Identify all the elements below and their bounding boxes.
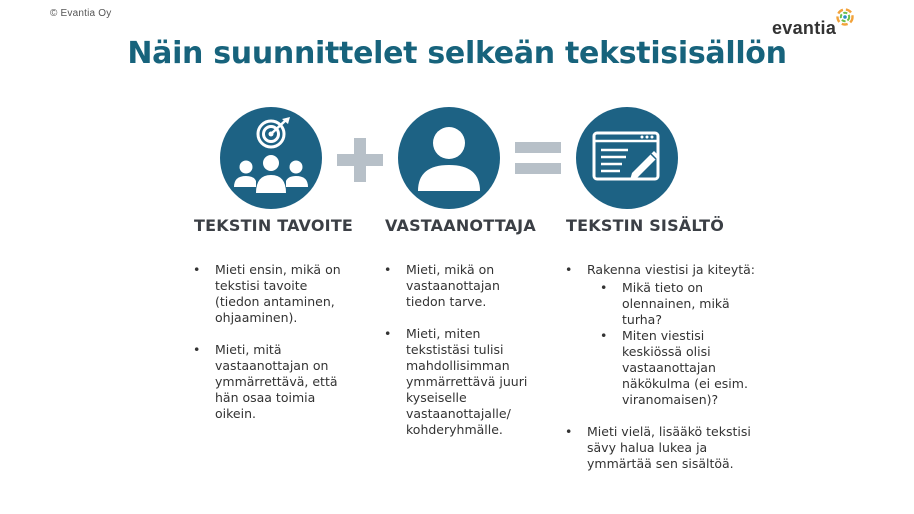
copyright: © Evantia Oy bbox=[50, 8, 112, 19]
recipient-circle bbox=[398, 107, 500, 209]
sub-list-item: • Mikä tieto on olennainen, mikä turha? bbox=[587, 280, 760, 328]
goal-circle bbox=[220, 107, 322, 209]
list-item: • Mieti, miten tekstistäsi tulisi mahdollisimman ymmärrettävä juuri kyseiselle vastaanottajalle/ kohderyhmälle. bbox=[384, 326, 534, 438]
equals-icon bbox=[515, 138, 561, 178]
sub-list-item: • Miten viestisi keskiössä olisi vastaanottajan näkökulma (ei esim. viranomaisen)? bbox=[587, 328, 760, 408]
list-item-text: Rakenna viestisi ja kiteytä: bbox=[587, 262, 756, 277]
sub-list bbox=[587, 280, 760, 408]
target-group-icon bbox=[220, 107, 322, 209]
content-list bbox=[565, 262, 760, 488]
heading-goal: TEKSTIN TAVOITE bbox=[194, 216, 354, 235]
list-item bbox=[565, 262, 760, 408]
plus-icon bbox=[337, 138, 383, 182]
content-circle bbox=[576, 107, 678, 209]
person-icon bbox=[398, 107, 500, 209]
edit-document-icon bbox=[576, 107, 678, 209]
heading-content: TEKSTIN SISÄLTÖ bbox=[566, 216, 725, 235]
list-item: • Mieti, mikä on vastaanottajan tiedon tarve. bbox=[384, 262, 534, 310]
recipient-list bbox=[384, 262, 534, 454]
logo-text: evantia bbox=[772, 18, 837, 38]
list-item: • Mieti ensin, mikä on tekstisi tavoite (tiedon antaminen, ohjaaminen). bbox=[193, 262, 353, 326]
goal-list bbox=[193, 262, 353, 438]
page-title: Näin suunnittelet selkeän tekstisisällön bbox=[127, 36, 787, 71]
list-item: • Mieti, mitä vastaanottajan on ymmärrettävä, että hän osaa toimia oikein. bbox=[193, 342, 353, 422]
logo-mark-icon bbox=[836, 8, 854, 26]
list-item: • Mieti vielä, lisääkö tekstisi sävy halua lukea ja ymmärtää sen sisältöä. bbox=[565, 424, 760, 472]
heading-recipient: VASTAANOTTAJA bbox=[385, 216, 536, 235]
